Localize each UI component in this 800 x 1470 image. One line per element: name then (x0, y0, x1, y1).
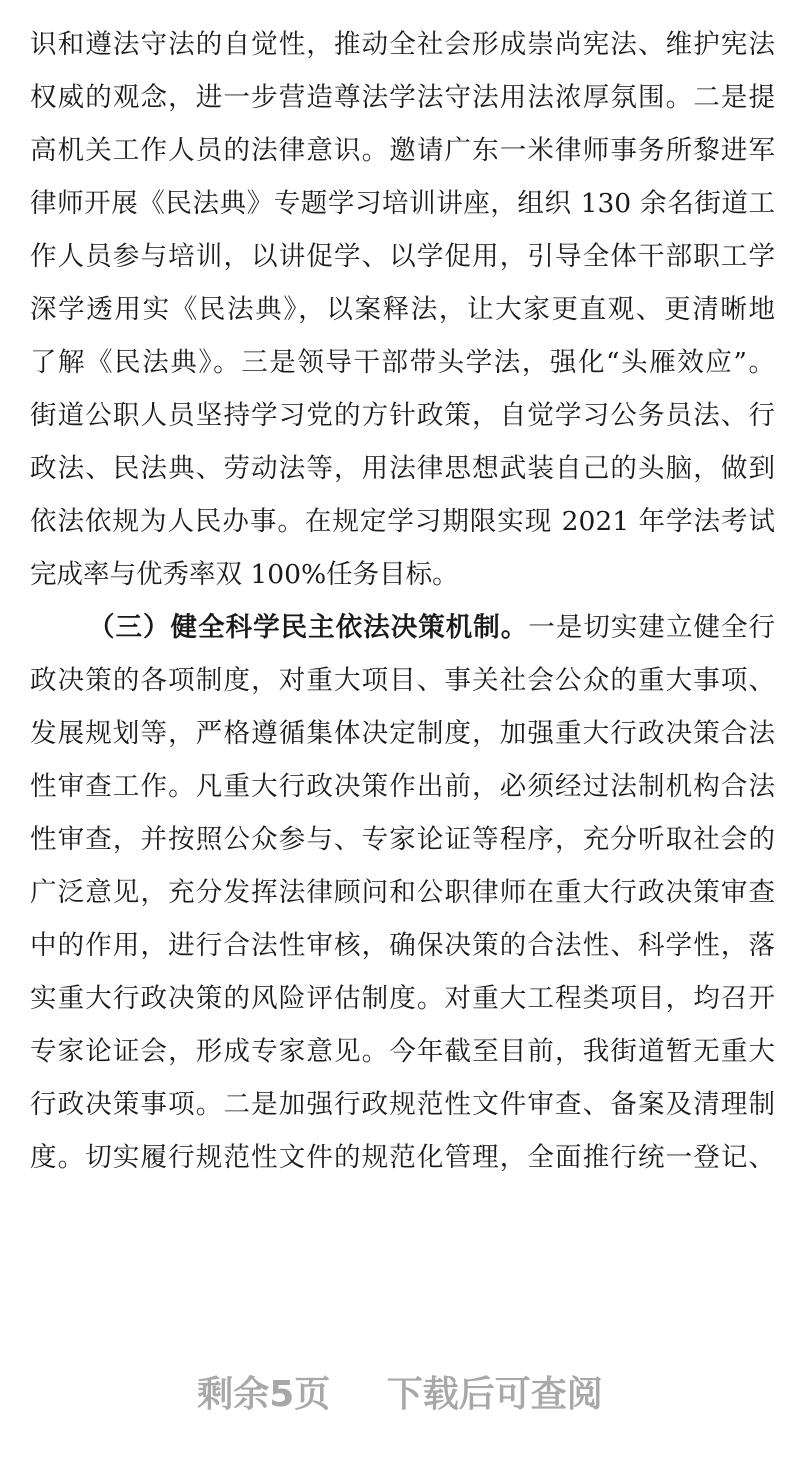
text-line: 中的作用，进行合法性审核，确保决策的合法性、科学性，落 (30, 930, 775, 961)
text-line: 深学透用实《民法典》，以案释法，让大家更直观、更清晰地 (30, 294, 775, 325)
download-banner[interactable] (0, 1365, 800, 1425)
text-line: 作人员参与培训，以讲促学、以学促用，引导全体干部职工学 (30, 241, 775, 272)
text-line: 广泛意见，充分发挥法律顾问和公职律师在重大行政决策审查 (30, 877, 775, 908)
text-line: 发展规划等，严格遵循集体决定制度，加强重大行政决策合法 (30, 718, 775, 749)
text-line: 完成率与优秀率双 100%任务目标。 (30, 559, 459, 590)
section-first-line-text: 一是切实建立健全行 (528, 612, 776, 643)
text-line: 政法、民法典、劳动法等，用法律思想武装自己的头脑，做到 (30, 453, 775, 484)
document-body (30, 18, 775, 1184)
remaining-pages-label: 剩余5页 (197, 1374, 331, 1415)
text-line: 律师开展《民法典》专题学习培训讲座，组织 130 余名街道工 (30, 188, 775, 219)
text-line: 权威的观念，进一步营造尊法学法守法用法浓厚氛围。二是提 (30, 82, 775, 113)
text-line: 专家论证会，形成专家意见。今年截至目前，我街道暂无重大 (30, 1036, 775, 1067)
section-first-line (30, 601, 775, 654)
text-line: 度。切实履行规范性文件的规范化管理，全面推行统一登记、 (30, 1142, 775, 1173)
text-line: 性审查，并按照公众参与、专家论证等程序，充分听取社会的 (30, 824, 775, 855)
section-heading: （三）健全科学民主依法决策机制。 (88, 612, 529, 643)
download-prompt-label: 下载后可查阅 (386, 1374, 603, 1415)
text-line: 依法依规为人民办事。在规定学习期限实现 2021 年学法考试 (30, 506, 775, 537)
text-line: 行政决策事项。二是加强行政规范性文件审查、备案及清理制 (30, 1089, 775, 1120)
text-line: 高机关工作人员的法律意识。邀请广东一米律师事务所黎进军 (30, 135, 775, 166)
text-line: 了解《民法典》。三是领导干部带头学法，强化“头雁效应”。 (30, 347, 775, 378)
text-line: 性审查工作。凡重大行政决策作出前，必须经过法制机构合法 (30, 771, 775, 802)
text-line: 政决策的各项制度，对重大项目、事关社会公众的重大事项、 (30, 665, 775, 696)
text-line: 实重大行政决策的风险评估制度。对重大工程类项目，均召开 (30, 983, 775, 1014)
text-line: 街道公职人员坚持学习党的方针政策，自觉学习公务员法、行 (30, 400, 775, 431)
text-line: 识和遵法守法的自觉性，推动全社会形成崇尚宪法、维护宪法 (30, 29, 775, 60)
